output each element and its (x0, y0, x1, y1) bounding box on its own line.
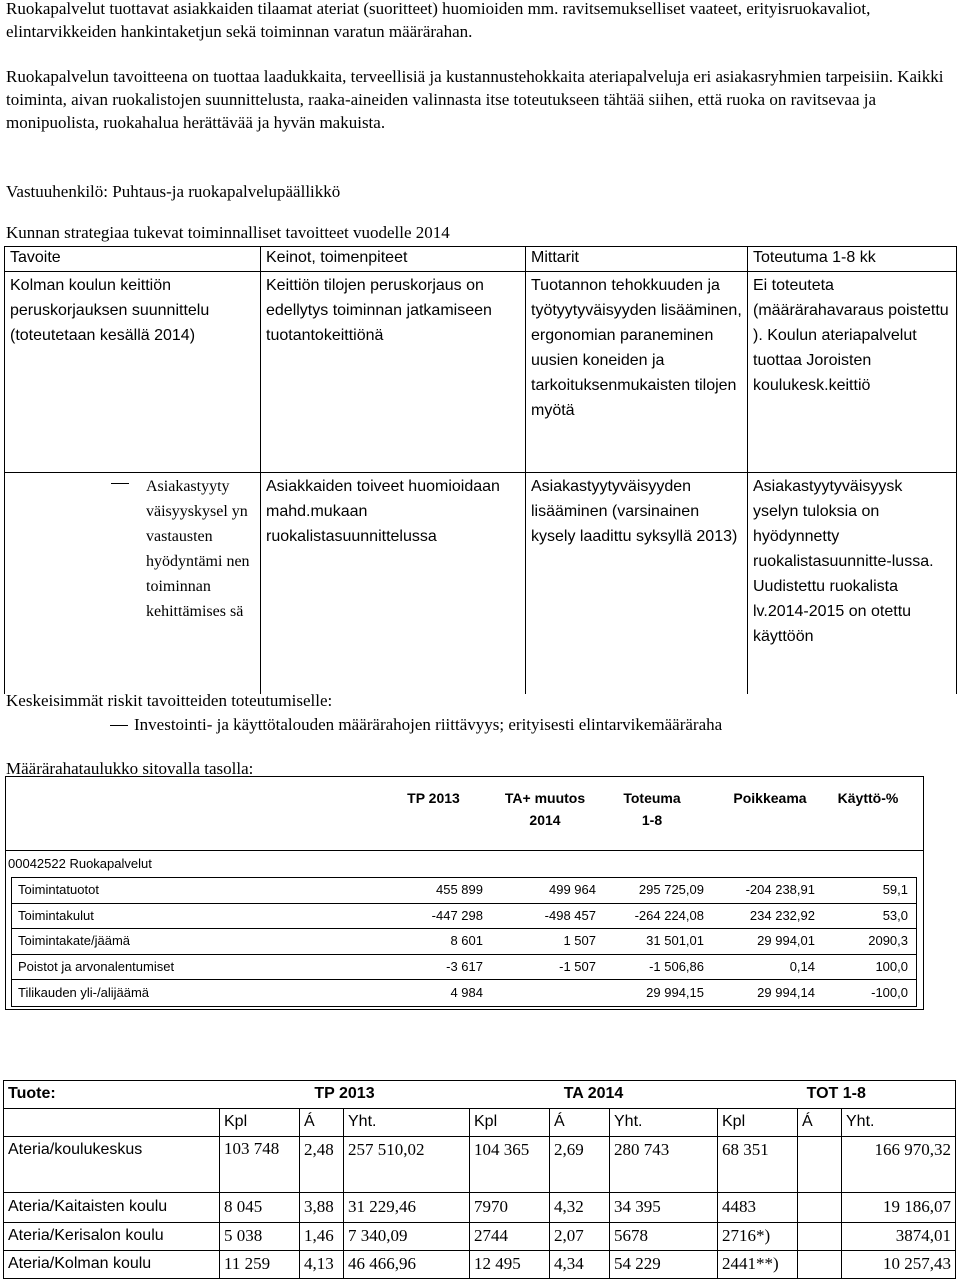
goals-header-means: Keinot, toimenpiteet (261, 247, 526, 272)
budget-row-label: Toimintatuotot (18, 882, 99, 897)
products-row-value: 4,13 (300, 1251, 344, 1279)
budget-row-label: Toimintakate/jäämä (18, 933, 130, 948)
budget-header-tot-line1: Toteuma (623, 790, 681, 806)
budget-row-tot: 295 725,09 (638, 882, 704, 897)
products-row-value: 7 340,09 (344, 1223, 470, 1251)
goals-cell-goal: Kolman koulun keittiön peruskorjauksen suunnittelu (toteutetaan kesällä 2014) (5, 272, 261, 473)
goals-cell-means: Asiakkaiden toiveet huomioidaan mahd.mukaan ruokalistasuunnittelussa (261, 473, 526, 695)
goals-header-goal: Tavoite (5, 247, 261, 272)
budget-row-tp: 455 899 (436, 882, 483, 897)
products-row-name: Ateria/koulukeskus (4, 1137, 220, 1193)
products-row-value: 10 257,43 (842, 1251, 956, 1279)
budget-header-tp2013: TP 2013 (407, 790, 460, 806)
products-row-value (798, 1223, 842, 1251)
risks-heading: Keskeisimmät riskit tavoitteiden toteutumiselle: (6, 691, 333, 710)
budget-divider (6, 850, 923, 851)
products-row-value: 3874,01 (842, 1223, 956, 1251)
intro-paragraph-2: Ruokapalvelun tavoitteena on tuottaa laadukkaita, terveellisiä ja kustannustehokkaita ateriapalveluja eri asiakasryhmien tarpeisiin. Kaikki toiminta, aivan ruokalistojen suunnittelusta, raaka-aineiden valinnasta itse toteutukseen tähtää siihen, että ruoka on ravitsevaa ja monipuolista, ruokahalua herättävää ja hyvän makuista. (6, 67, 944, 132)
products-row (4, 1193, 956, 1223)
budget-row-tot: 31 501,01 (646, 933, 704, 948)
products-row-name: Ateria/Kolman koulu (4, 1251, 220, 1279)
products-row-value: 103 748 (220, 1137, 300, 1193)
budget-header-ta-line1: TA+ muutos (504, 790, 586, 806)
products-row-value: 3,88 (300, 1193, 344, 1223)
budget-header-ta-line2: 2014 (529, 812, 561, 828)
budget-row-kaytto: 2090,3 (868, 933, 908, 948)
products-row-value: 46 466,96 (344, 1251, 470, 1279)
products-row-value: 2441**) (718, 1251, 798, 1279)
products-header-product: Tuote: (4, 1081, 220, 1109)
budget-row-tot: -264 224,08 (634, 908, 704, 923)
products-row-name: Ateria/Kaitaisten koulu (4, 1193, 220, 1223)
products-row-value: 11 259 (220, 1251, 300, 1279)
products-row-value: 5678 (610, 1223, 718, 1251)
goals-header-metrics: Mittarit (526, 247, 748, 272)
products-subheader-empty (4, 1109, 220, 1137)
products-row (4, 1137, 956, 1193)
products-row-value: 2716*) (718, 1223, 798, 1251)
budget-header-kaytto: Käyttö-% (837, 790, 899, 806)
budget-row-tp: 4 984 (450, 985, 483, 1000)
products-header-tot: TOT 1-8 (718, 1081, 956, 1109)
strategy-heading: Kunnan strategiaa tukevat toiminnalliset tavoitteet vuodelle 2014 (6, 223, 450, 242)
products-subheader-yht: Yht. (344, 1109, 470, 1137)
budget-row-ta: -1 507 (559, 959, 596, 974)
goals-header-row (5, 247, 957, 272)
budget-header-tot (602, 787, 702, 831)
budget-divider (11, 928, 917, 929)
products-subheader-yht: Yht. (842, 1109, 956, 1137)
goals-cell-goal-text: Asiakastyyty väisyyskysel yn vastausten hyödyntämi nen toiminnan kehittämises sä (146, 478, 250, 620)
products-subheader-a: Á (798, 1109, 842, 1137)
budget-row-label: Poistot ja arvonalentumiset (18, 959, 175, 974)
products-subheader-kpl: Kpl (718, 1109, 798, 1137)
products-row-value: 2,69 (550, 1137, 610, 1193)
products-row-value: 4,32 (550, 1193, 610, 1223)
budget-row-ta: -498 457 (544, 908, 596, 923)
products-row-value: 104 365 (470, 1137, 550, 1193)
products-row-value: 2,07 (550, 1223, 610, 1251)
products-row-value: 31 229,46 (344, 1193, 470, 1223)
budget-row-ta: 499 964 (549, 882, 596, 897)
products-row-value (798, 1137, 842, 1193)
products-row (4, 1251, 956, 1279)
budget-row-poik: 29 994,14 (757, 985, 815, 1000)
budget-row-poik: 29 994,01 (757, 933, 815, 948)
products-subheader-a: Á (300, 1109, 344, 1137)
budget-header-tot-line2: 1-8 (641, 812, 663, 828)
products-header-ta2014: TA 2014 (470, 1081, 718, 1109)
budget-row-tot: 29 994,15 (646, 985, 704, 1000)
products-row-value: 1,46 (300, 1223, 344, 1251)
products-row-value: 2,48 (300, 1137, 344, 1193)
products-row-value: 12 495 (470, 1251, 550, 1279)
budget-unit: 00042522 Ruokapalvelut (8, 856, 152, 871)
responsible-person: Vastuuhenkilö: Puhtaus-ja ruokapalvelupäällikkö (6, 182, 341, 201)
products-row-value: 54 229 (610, 1251, 718, 1279)
products-row-value: 7970 (470, 1193, 550, 1223)
products-subheader-kpl: Kpl (470, 1109, 550, 1137)
budget-row-kaytto: 53,0 (882, 908, 908, 923)
budget-row-label: Toimintakulut (18, 908, 94, 923)
budget-row-poik: 234 232,92 (749, 908, 815, 923)
goals-row (5, 473, 957, 695)
products-row-value: 34 395 (610, 1193, 718, 1223)
products-header-tp2013: TP 2013 (220, 1081, 470, 1109)
budget-row-tp: -447 298 (431, 908, 483, 923)
budget-header-ta (490, 787, 600, 831)
products-row-value: 4,34 (550, 1251, 610, 1279)
budget-row-poik: 0,14 (789, 959, 815, 974)
products-table (3, 1080, 956, 1279)
products-row-value: 280 743 (610, 1137, 718, 1193)
dash-bullet-icon (111, 483, 129, 484)
products-row-value: 19 186,07 (842, 1193, 956, 1223)
products-row-value: 166 970,32 (842, 1137, 956, 1193)
dash-bullet-icon (110, 725, 128, 726)
products-row-value: 4483 (718, 1193, 798, 1223)
products-subheader-kpl: Kpl (220, 1109, 300, 1137)
budget-divider (11, 954, 917, 955)
goals-cell-means: Keittiön tilojen peruskorjaus on edellytys toiminnan jatkamiseen tuotantokeittiönä (261, 272, 526, 473)
intro-paragraph-1: Ruokapalvelut tuottavat asiakkaiden tilaamat ateriat (suoritteet) huomioiden mm. ravitsemukselliset vaateet, erityisruokavaliot, elintarvikkeiden hankintaketjun sekä toiminnan varatun määrärahan. (6, 0, 871, 41)
products-row-value: 68 351 (718, 1137, 798, 1193)
goals-cell-metrics: Tuotannon tehokkuuden ja työtyytyväisyyden lisääminen, ergonomian paraneminen uusien koneiden ja tarkoituksenmukaisten tilojen myötä (526, 272, 748, 473)
products-row-name: Ateria/Kerisalon koulu (4, 1223, 220, 1251)
budget-row-label: Tilikauden yli-/alijäämä (18, 985, 150, 1000)
goals-table (4, 246, 957, 694)
budget-divider (11, 903, 917, 904)
products-row-value (798, 1251, 842, 1279)
products-subheader-row (4, 1109, 956, 1137)
budget-row-tp: 8 601 (450, 933, 483, 948)
products-row-value (798, 1193, 842, 1223)
goals-header-result: Toteutuma 1-8 kk (748, 247, 957, 272)
products-row-value: 2744 (470, 1223, 550, 1251)
budget-row-kaytto: -100,0 (871, 985, 908, 1000)
budget-header-poikkeama: Poikkeama (733, 790, 807, 806)
budget-row-kaytto: 100,0 (875, 959, 908, 974)
budget-row-tp: -3 617 (446, 959, 483, 974)
budget-divider (11, 979, 917, 980)
goals-cell-metrics: Asiakastyytyväisyyden lisääminen (varsinainen kysely laadittu syksyllä 2013) (526, 473, 748, 695)
budget-row-ta: 1 507 (563, 933, 596, 948)
products-subheader-yht: Yht. (610, 1109, 718, 1137)
goals-cell-result: Ei toteuteta (määrärahavaraus poistettu ). Koulun ateriapalvelut tuottaa Joroisten koulukesk.keittiö (748, 272, 957, 473)
products-row (4, 1223, 956, 1251)
goals-cell-goal-dashed (5, 473, 261, 695)
products-row-value: 8 045 (220, 1193, 300, 1223)
goals-row (5, 272, 957, 473)
budget-row-poik: -204 238,91 (745, 882, 815, 897)
budget-table (5, 776, 924, 1010)
budget-row-kaytto: 59,1 (882, 882, 908, 897)
products-header-row (4, 1081, 956, 1109)
products-row-value: 257 510,02 (344, 1137, 470, 1193)
risk-item: Investointi- ja käyttötalouden määrärahojen riittävyys; erityisesti elintarvikemäärärahа (134, 715, 723, 734)
goals-cell-result: Asiakastyytyväisyysk yselyn tuloksia on hyödynnetty ruokalistasuunnitte-lussa. Uudistettu ruokalista lv.2014-2015 on otettu käyttöön (748, 473, 957, 695)
budget-heading: Määrärahataulukko sitovalla tasolla: (6, 759, 254, 778)
products-subheader-a: Á (550, 1109, 610, 1137)
products-row-value: 5 038 (220, 1223, 300, 1251)
budget-row-tot: -1 506,86 (649, 959, 704, 974)
